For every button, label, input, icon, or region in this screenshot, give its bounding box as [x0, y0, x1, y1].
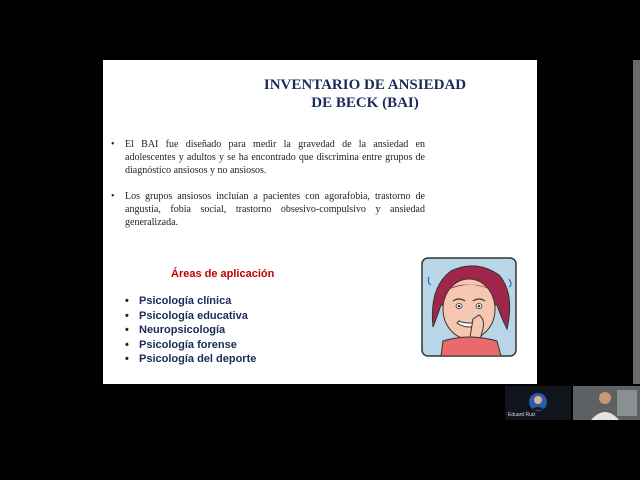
anxious-woman-clipart-icon [421, 257, 517, 357]
areas-heading: Áreas de aplicación [171, 268, 275, 280]
area-item: • Neuropsicología [125, 324, 256, 339]
paragraph-1-text: El BAI fue diseñado para medir la gravedad de la ansiedad en adolescentes y adultos y se ha encontrado que discrimina entre grupos de diagnóstico ansiosos y no ansiosos. [125, 139, 425, 176]
area-item: • Psicología educativa [125, 310, 256, 325]
participant-video-1[interactable] [505, 386, 571, 420]
bullet: • [111, 139, 115, 150]
bullet: • [111, 191, 115, 202]
participant-video-2[interactable] [573, 386, 640, 420]
participant-video-feed-icon [573, 386, 640, 420]
areas-list [125, 295, 256, 368]
area-item: • Psicología forense [125, 339, 256, 354]
paragraph-2-text: Los grupos ansiosos incluían a pacientes con agorafobia, trastorno de angustia, fobia social, trastorno obsesivo-compulsivo y ansiedad generalizada. [125, 191, 425, 228]
paragraph-2 [111, 190, 425, 229]
area-item: • Psicología del deporte [125, 353, 256, 368]
participant-name: Eduard Ruiz [508, 412, 536, 418]
slide-title-line-2: DE BECK (BAI) [311, 95, 419, 111]
window-edge-strip [633, 60, 640, 384]
area-item: • Psicología clínica [125, 295, 256, 310]
presentation-slide [103, 60, 537, 384]
slide-title-line-1: INVENTARIO DE ANSIEDAD [263, 77, 467, 93]
paragraph-1 [111, 138, 425, 177]
slide-title [103, 76, 537, 112]
